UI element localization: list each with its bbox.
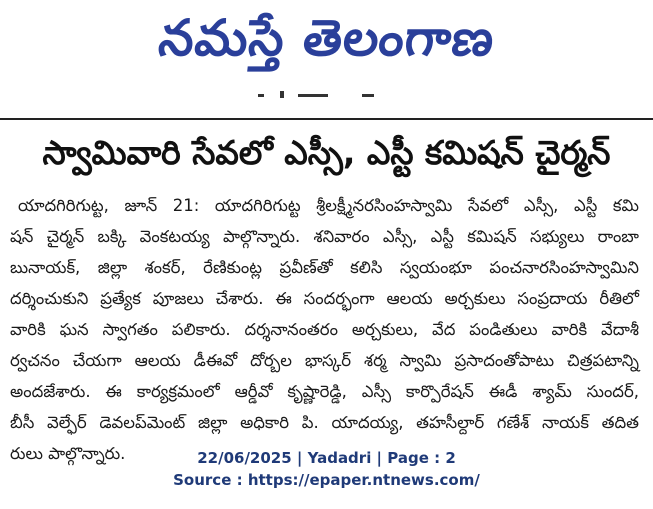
clipping-source: Source : https://epaper.ntnews.com/ [173,471,480,489]
article-line: షన్ చైర్మన్ బక్కి వెంకటయ్య పాల్గొన్నారు. శనివారం ఎస్సీ, ఎస్టీ కమిషన్ సభ్యులు రాంబా [10,227,639,246]
article-line: అందజేశారు. ఈ కార్యక్రమంలో ఆర్డీవో కృష్ణారెడ్డి, ఎస్సీ కార్పొరేషన్ ఈడీ శ్యామ్ సుందర్, [10,382,639,401]
article-headline: స్వామివారి సేవలో ఎస్సీ, ఎస్టీ కమిషన్ చైర్మన్ [42,133,611,172]
article-line: రులు పాల్గొన్నారు. [10,444,126,463]
article-line: వారికి ఘన స్వాగతం పలికారు. దర్శనానంతరం అర్చకులు, వేద పండితులు వారికి వేదాశీ [10,320,639,339]
article-line: ర్వచనం చేయగా ఆలయ డీఈవో దోర్బల భాస్కర్ శర్మ స్వామి ప్రసాదంతోపాటు చిత్రపటాన్ని [10,351,639,370]
masthead [0,4,653,74]
article-line: బీసీ వెల్ఫేర్ డెవలప్‌మెంట్ జిల్లా అధికారి పి. యాదయ్య, తహసీల్దార్ గణేశ్ నాయక్ తదిత [10,413,639,432]
article-line: దర్శించుకుని ప్రత్యేక పూజలు చేశారు. ఈ సందర్భంగా ఆలయ అర్చకులు సంప్రదాయ రీతిలో [10,289,639,308]
cropped-subtitle-fragment [258,90,378,100]
clipping-date-page: 22/06/2025 | Yadadri | Page : 2 [197,449,456,467]
article-body [0,190,653,469]
masthead-divider [0,118,653,120]
article-line: యాదగిరిగుట్ట, జూన్ 21: యాదగిరిగుట్ట శ్రీలక్ష్మీనరసింహస్వామి సేవలో ఎస్సీ, ఎస్టీ కమి [18,196,639,215]
masthead-title: నమస్తే తెలంగాణ [155,9,498,67]
article-line: బునాయక్, జిల్లా శంకర్, రేణికుంట్ల ప్రవీణ్‌తో కలిసి స్వయంభూ పంచనారసింహస్వామిని [10,258,639,277]
